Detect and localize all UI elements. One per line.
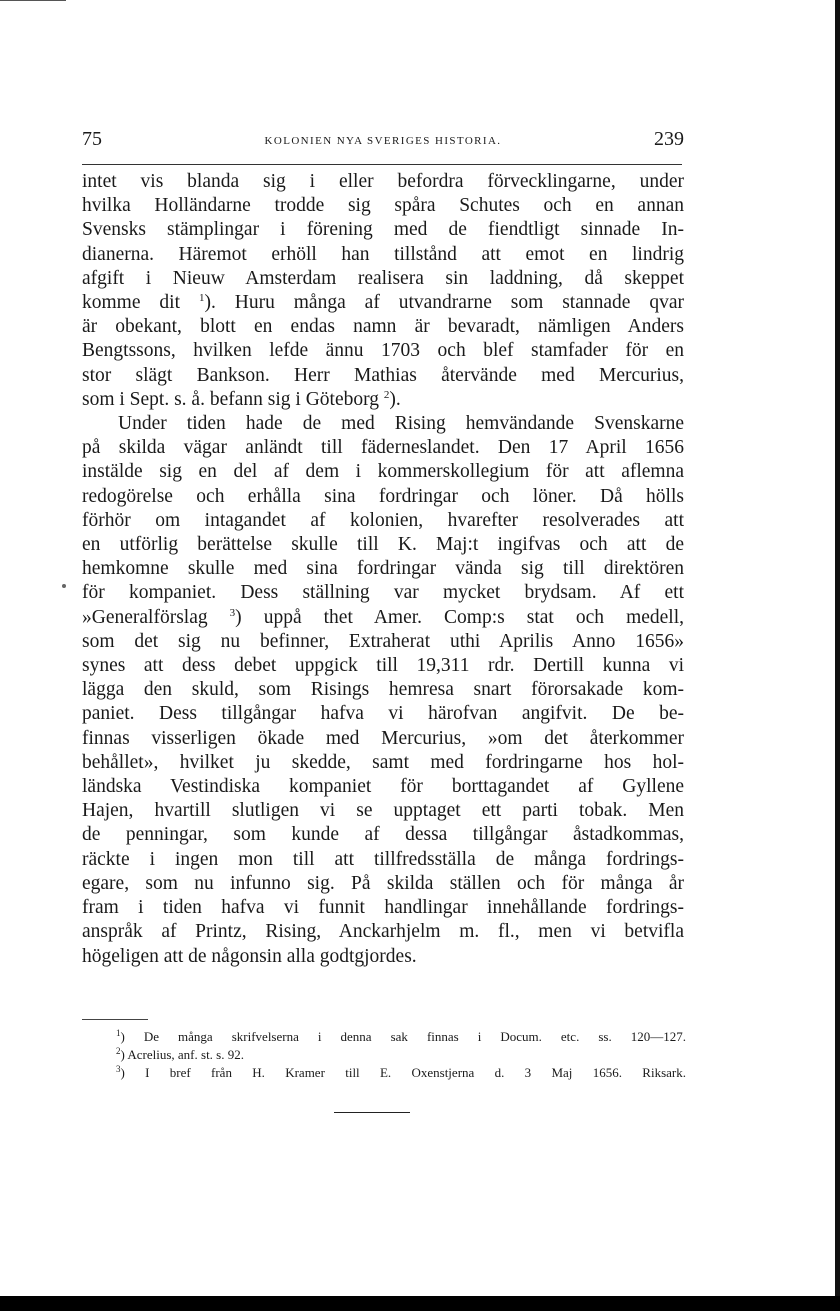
page-number-left: 75 [82, 128, 102, 150]
text-line: en utförlig berättelse skulle till K. Maj:t ingifvas och att de [82, 534, 684, 556]
text-fragment: komme dit [82, 292, 181, 314]
text-line: intet vis blanda sig i eller befordra förvecklingarne, under [82, 171, 684, 192]
paragraph-2 [82, 412, 684, 969]
header-rule [82, 164, 682, 165]
scan-edge-bottom [0, 1296, 840, 1311]
footnote-text: I bref från H. Kramer till E. Oxenstjerna d. 3 Maj 1656. Riksark. [145, 1065, 686, 1080]
text-line: Svensks stämplingar i förening med de fiendtligt sinnade In- [82, 219, 684, 241]
scan-edge-right [835, 0, 840, 1296]
page-header [82, 128, 684, 160]
text-line: Bengtssons, hvilken lefde ännu 1703 och blef stamfader för en [82, 340, 684, 362]
text-line: för kompaniet. Dess ställning var mycket brydsam. Af ett [82, 582, 684, 604]
text-line: stor slägt Bankson. Herr Mathias återvände med Mercurius, [82, 364, 684, 386]
text-line: Under tiden hade de med Rising hemvändande Svenskarne [118, 413, 684, 435]
text-fragment: Huru många af utvandrarne som stannade qvar [234, 292, 685, 314]
footnote-1: $^1$) De många skrifvelserna i denna sak finnas i Docum. etc. ss. 120—127. [116, 1028, 686, 1044]
text-line: synes att dess debet uppgick till 19,311 rdr. Dertill kunna vi [82, 655, 684, 677]
text-line: hemkomne skulle med sina fordringar vända sig till direktören [82, 558, 684, 580]
text-line: som i Sept. s. å. befann sig i Göteborg $^2$). [82, 388, 401, 410]
text-line: afgift i Nieuw Amsterdam realisera sin laddning, då skeppet [82, 267, 684, 289]
footnote-text: De många skrifvelserna i denna sak finnas i Docum. etc. ss. 120—127. [143, 1029, 686, 1044]
text-line: fram i tiden hafva vi funnit handlingar innehållande fordrings- [82, 897, 684, 919]
text-line: anspråk af Printz, Rising, Anckarhjelm m. fl., men vi betvifla [82, 921, 684, 943]
text-line: lägga den skuld, som Risings hemresa snart förorsakade kom- [82, 679, 684, 701]
text-line: behållet», hvilket ju skedde, samt med fordringarne hos hol- [82, 751, 684, 773]
text-fragment: »Generalförslag [82, 606, 208, 628]
text-fragment: som i Sept. s. å. befann sig i Göteborg [82, 388, 379, 410]
text-line: på skilda vägar anländt till fäderneslandet. Den 17 April 1656 [82, 437, 684, 459]
footnote-mark: 3 [116, 1064, 121, 1074]
running-title: KOLONIEN NYA SVERIGES HISTORIA. [264, 135, 502, 147]
footnote-mark: 2 [116, 1046, 121, 1056]
end-rule [334, 1112, 410, 1113]
footnotes [116, 1028, 686, 1082]
footnote-text: Acrelius, anf. st. s. 92. [127, 1047, 244, 1062]
text-line: ländska Vestindiska kompaniet för borttagandet af Gyllene [82, 776, 684, 798]
text-line: paniet. Dess tillgångar hafva vi härofvan angifvit. De be- [82, 703, 684, 725]
text-line: dianerna. Häremot erhöll han tillstånd att emot en lindrig [82, 243, 684, 265]
footnote-2: $^2$) Acrelius, anf. st. s. 92. [116, 1046, 244, 1062]
scan-edge-top [0, 0, 66, 1]
text-line: räckte i ingen mon till att tillfredsställa de många fordrings- [82, 848, 684, 870]
footnote-mark: 1 [116, 1028, 121, 1038]
footnote-ref-3: 3 [229, 606, 236, 619]
page-number-right: 239 [654, 128, 684, 150]
paragraph-1 [82, 170, 684, 412]
text-line: är obekant, blott en endas namn är bevaradt, nämligen Anders [82, 316, 684, 338]
footnote-ref-2: 2 [383, 388, 390, 401]
main-text [82, 170, 684, 969]
text-line: »Generalförslag $^3$) uppå thet Amer. Comp:s stat och medell, [82, 606, 685, 628]
text-line: instälde sig en del af dem i kommerskollegium för att aflemna [82, 461, 684, 483]
text-line: egare, som nu infunno sig. På skilda ställen och för många år [82, 872, 684, 894]
text-line: högeligen att de någonsin alla godtgjordes. [82, 945, 417, 967]
text-line: som det sig nu befinner, Extraherat uthi Aprilis Anno 1656» [82, 630, 684, 652]
text-line: komme dit $^1$). Huru många af utvandrarne som stannade qvar [82, 292, 685, 314]
scan-speck [62, 584, 66, 588]
text-line: de penningar, som kunde af dessa tillgångar åstadkommas, [82, 824, 684, 846]
text-line: finnas visserligen ökade med Mercurius, »om det återkommer [82, 727, 684, 749]
footnote-rule [82, 1019, 148, 1020]
footnote-ref-1: 1 [198, 292, 205, 305]
text-line: redogörelse och erhålla sina fordringar och löner. Då hölls [82, 485, 684, 507]
text-line: Hajen, hvartill slutligen vi se upptaget ett parti tobak. Men [82, 800, 684, 822]
footnote-3: $^3$) I bref från H. Kramer till E. Oxenstjerna d. 3 Maj 1656. Riksark. [116, 1064, 686, 1080]
text-line: förhör om intagandet af kolonien, hvarefter resolverades att [82, 509, 684, 531]
text-fragment: uppå thet Amer. Comp:s stat och medell, [263, 606, 685, 628]
text-line: hvilka Holländarne trodde sig spåra Schutes och en annan [82, 195, 684, 217]
